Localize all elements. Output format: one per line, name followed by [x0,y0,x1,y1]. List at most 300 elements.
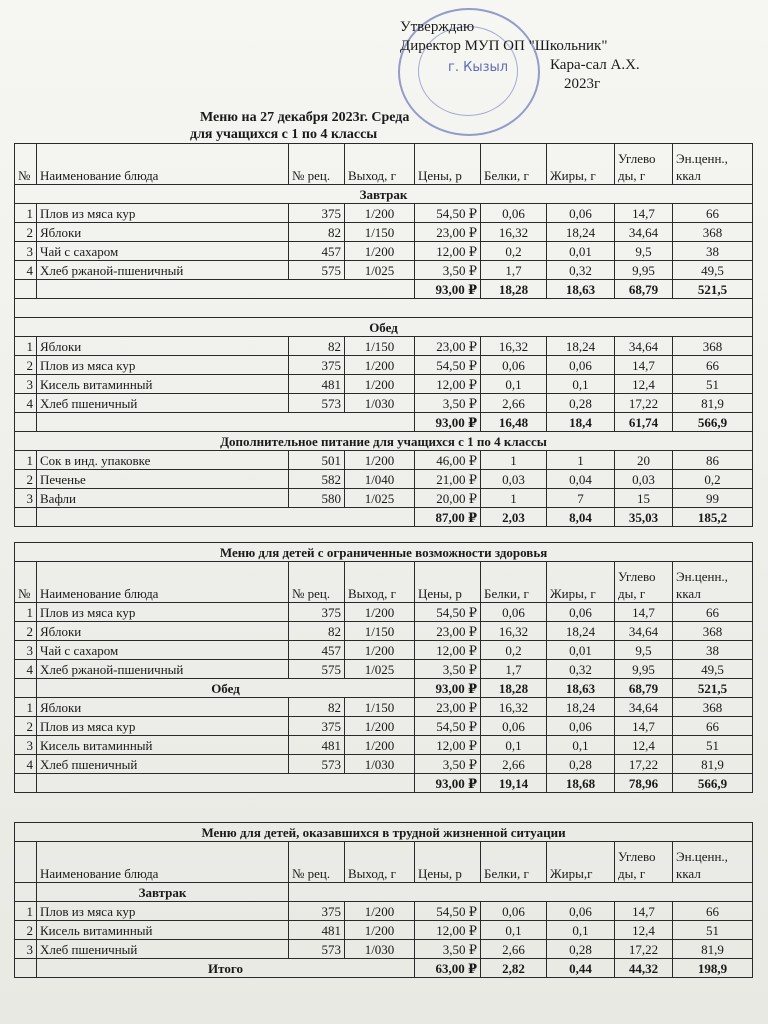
table-row [15,204,753,223]
dish-recipe: 82 [289,223,345,242]
dish-num: 4 [15,755,37,774]
dish-num: 2 [15,921,37,940]
total-blank-num [15,508,37,527]
dish-energy: 368 [673,622,753,641]
dish-protein: 16,32 [481,337,547,356]
dish-carbs: 9,5 [615,641,673,660]
dish-fat: 0,04 [547,470,615,489]
dish-fat: 0,28 [547,940,615,959]
total-fat: 0,44 [547,959,615,978]
total-energy: 521,5 [673,679,753,698]
stamp-city: г. Кызыл [448,60,509,75]
dish-energy: 99 [673,489,753,508]
col-num: № [15,562,37,603]
col-name: Наименование блюда [37,562,289,603]
table-row [15,717,753,736]
dish-output: 1/150 [345,337,415,356]
dish-fat: 0,06 [547,603,615,622]
dish-fat: 0,06 [547,204,615,223]
table-row [15,470,753,489]
dish-protein: 0,1 [481,375,547,394]
table3-body [15,823,753,978]
dish-recipe: 82 [289,622,345,641]
dish-protein: 1,7 [481,261,547,280]
dish-carbs: 12,4 [615,375,673,394]
dish-protein: 0,1 [481,921,547,940]
dish-recipe: 375 [289,204,345,223]
dish-name: Хлеб пшеничный [37,940,289,959]
dish-energy: 66 [673,603,753,622]
dish-output: 1/200 [345,921,415,940]
dish-carbs: 34,64 [615,698,673,717]
dish-protein: 1,7 [481,660,547,679]
dish-num: 4 [15,660,37,679]
dish-price: 23,00 ₽ [415,622,481,641]
dish-output: 1/200 [345,242,415,261]
dish-num: 3 [15,736,37,755]
dish-fat: 0,1 [547,921,615,940]
dish-recipe: 457 [289,242,345,261]
dish-protein: 0,06 [481,603,547,622]
dish-energy: 81,9 [673,755,753,774]
dish-name: Чай с сахаром [37,242,289,261]
total-blank-num [15,959,37,978]
col-num [15,842,37,883]
spacer-cell [15,299,753,318]
dish-energy: 368 [673,698,753,717]
dish-recipe: 481 [289,921,345,940]
total-fat: 18,63 [547,280,615,299]
total-protein: 2,82 [481,959,547,978]
table2-body [15,543,753,793]
total-fat: 18,63 [547,679,615,698]
col-prot: Белки, г [481,144,547,185]
section-row [15,318,753,337]
dish-energy: 66 [673,356,753,375]
approval-line-2: Директор МУП ОП "Школьник" [400,38,608,54]
col-price: Цены, р [415,144,481,185]
section-row [15,185,753,204]
dish-protein: 0,2 [481,242,547,261]
dish-output: 1/200 [345,356,415,375]
dish-name: Плов из мяса кур [37,717,289,736]
dish-fat: 0,01 [547,242,615,261]
dish-energy: 81,9 [673,940,753,959]
dish-energy: 368 [673,337,753,356]
total-blank [37,280,415,299]
dish-recipe: 575 [289,660,345,679]
total-carbs: 68,79 [615,280,673,299]
total-protein: 19,14 [481,774,547,793]
dish-recipe: 82 [289,337,345,356]
total-row [15,280,753,299]
total-price: 93,00 ₽ [415,413,481,432]
col-carb: Углево ды, г [615,842,673,883]
dish-fat: 0,06 [547,902,615,921]
total-protein: 18,28 [481,280,547,299]
section-row [15,823,753,842]
approval-line-3: Кара-сал А.Х. [550,57,640,73]
col-name: Наименование блюда [37,144,289,185]
total-fat: 18,68 [547,774,615,793]
table-row [15,223,753,242]
total-carbs: 35,03 [615,508,673,527]
dish-recipe: 575 [289,261,345,280]
total-fat: 18,4 [547,413,615,432]
total-price: 93,00 ₽ [415,679,481,698]
table-row [15,261,753,280]
dish-fat: 0,01 [547,641,615,660]
dish-recipe: 582 [289,470,345,489]
dish-carbs: 17,22 [615,940,673,959]
col-fat: Жиры,г [547,842,615,883]
dish-protein: 1 [481,489,547,508]
dish-price: 12,00 ₽ [415,641,481,660]
menu-table-hardship [14,822,753,978]
blank [289,883,753,902]
dish-price: 46,00 ₽ [415,451,481,470]
total-blank-num [15,280,37,299]
section-lunch: Обед [15,318,753,337]
dish-carbs: 34,64 [615,337,673,356]
dish-name: Плов из мяса кур [37,902,289,921]
dish-num: 3 [15,940,37,959]
dish-carbs: 20 [615,451,673,470]
total-price: 93,00 ₽ [415,280,481,299]
col-name: Наименование блюда [37,842,289,883]
total-price: 87,00 ₽ [415,508,481,527]
dish-price: 12,00 ₽ [415,375,481,394]
dish-output: 1/025 [345,489,415,508]
section-title-hardship: Меню для детей, оказавшихся в трудной жизненной ситуации [15,823,753,842]
dish-price: 23,00 ₽ [415,337,481,356]
dish-protein: 2,66 [481,755,547,774]
dish-protein: 2,66 [481,940,547,959]
total-blank-num [15,774,37,793]
dish-carbs: 14,7 [615,717,673,736]
menu-table-disabilities [14,542,753,793]
total-blank-num [15,679,37,698]
menu-table-grades-1-4 [14,143,753,527]
total-fat: 8,04 [547,508,615,527]
dish-recipe: 375 [289,356,345,375]
dish-output: 1/040 [345,470,415,489]
dish-fat: 0,1 [547,375,615,394]
dish-output: 1/150 [345,622,415,641]
dish-name: Плов из мяса кур [37,603,289,622]
dish-energy: 49,5 [673,660,753,679]
total-blank-num [15,413,37,432]
dish-fat: 0,32 [547,261,615,280]
total-label: Обед [37,679,415,698]
total-energy: 521,5 [673,280,753,299]
table-row [15,940,753,959]
dish-protein: 1 [481,451,547,470]
dish-energy: 66 [673,902,753,921]
dish-energy: 0,2 [673,470,753,489]
dish-fat: 18,24 [547,337,615,356]
dish-carbs: 9,5 [615,242,673,261]
dish-recipe: 481 [289,375,345,394]
dish-price: 54,50 ₽ [415,204,481,223]
table-row [15,242,753,261]
dish-protein: 16,32 [481,622,547,641]
total-blank [37,508,415,527]
header-row [15,562,753,603]
dish-fat: 0,1 [547,736,615,755]
col-price: Цены, р [415,562,481,603]
col-fat: Жиры, г [547,144,615,185]
dish-fat: 18,24 [547,223,615,242]
dish-protein: 0,2 [481,641,547,660]
col-fat: Жиры, г [547,562,615,603]
dish-output: 1/025 [345,660,415,679]
section-breakfast: Завтрак [15,185,753,204]
col-prot: Белки, г [481,562,547,603]
dish-price: 3,50 ₽ [415,261,481,280]
approval-line-1: Утверждаю [400,19,475,35]
dish-protein: 16,32 [481,698,547,717]
table-row [15,755,753,774]
col-rec: № рец. [289,842,345,883]
dish-name: Хлеб ржаной-пшеничный [37,660,289,679]
dish-num: 1 [15,451,37,470]
total-row [15,679,753,698]
dish-num: 4 [15,261,37,280]
dish-recipe: 375 [289,717,345,736]
dish-name: Чай с сахаром [37,641,289,660]
dish-fat: 0,28 [547,755,615,774]
dish-num: 2 [15,223,37,242]
dish-num: 1 [15,204,37,223]
dish-energy: 51 [673,375,753,394]
col-price: Цены, р [415,842,481,883]
col-rec: № рец. [289,144,345,185]
section-row [15,543,753,562]
total-label: Итого [37,959,415,978]
col-out: Выход, г [345,842,415,883]
total-row [15,959,753,978]
dish-output: 1/200 [345,375,415,394]
dish-energy: 51 [673,921,753,940]
dish-name: Кисель витаминный [37,375,289,394]
dish-protein: 0,06 [481,356,547,375]
dish-output: 1/150 [345,223,415,242]
dish-num: 3 [15,641,37,660]
dish-price: 3,50 ₽ [415,660,481,679]
total-carbs: 44,32 [615,959,673,978]
dish-energy: 38 [673,242,753,261]
dish-protein: 0,03 [481,470,547,489]
dish-recipe: 573 [289,394,345,413]
total-blank [37,413,415,432]
total-carbs: 68,79 [615,679,673,698]
total-row [15,508,753,527]
dish-price: 54,50 ₽ [415,603,481,622]
section-row [15,432,753,451]
dish-carbs: 17,22 [615,394,673,413]
dish-recipe: 481 [289,736,345,755]
col-carb: Углево ды, г [615,144,673,185]
total-energy: 198,9 [673,959,753,978]
dish-name: Хлеб пшеничный [37,394,289,413]
total-carbs: 61,74 [615,413,673,432]
col-energy: Эн.ценн., ккал [673,144,753,185]
col-carb: Углево ды, г [615,562,673,603]
dish-recipe: 457 [289,641,345,660]
dish-carbs: 14,7 [615,204,673,223]
col-out: Выход, г [345,144,415,185]
spacer-row [15,299,753,318]
dish-energy: 368 [673,223,753,242]
col-num: № [15,144,37,185]
dish-carbs: 14,7 [615,356,673,375]
dish-fat: 18,24 [547,622,615,641]
blank-num [15,883,37,902]
table-row [15,489,753,508]
dish-carbs: 9,95 [615,261,673,280]
section-extra: Дополнительное питание для учащихся с 1 по 4 классы [15,432,753,451]
dish-recipe: 573 [289,940,345,959]
dish-output: 1/200 [345,736,415,755]
dish-num: 1 [15,603,37,622]
table-row [15,736,753,755]
dish-recipe: 375 [289,603,345,622]
dish-output: 1/030 [345,940,415,959]
col-prot: Белки, г [481,842,547,883]
dish-energy: 51 [673,736,753,755]
dish-num: 4 [15,394,37,413]
dish-num: 3 [15,489,37,508]
dish-num: 2 [15,717,37,736]
dish-energy: 86 [673,451,753,470]
dish-price: 12,00 ₽ [415,921,481,940]
dish-num: 3 [15,242,37,261]
dish-num: 1 [15,902,37,921]
table-row [15,902,753,921]
dish-price: 3,50 ₽ [415,940,481,959]
dish-price: 20,00 ₽ [415,489,481,508]
dish-name: Кисель витаминный [37,921,289,940]
section-breakfast: Завтрак [37,883,289,902]
dish-output: 1/200 [345,717,415,736]
dish-price: 3,50 ₽ [415,394,481,413]
dish-fat: 0,32 [547,660,615,679]
dish-output: 1/200 [345,204,415,223]
dish-name: Печенье [37,470,289,489]
dish-name: Сок в инд. упаковке [37,451,289,470]
total-energy: 566,9 [673,413,753,432]
dish-name: Плов из мяса кур [37,356,289,375]
dish-output: 1/200 [345,603,415,622]
approval-block [400,18,640,94]
dish-num: 2 [15,470,37,489]
dish-fat: 0,06 [547,717,615,736]
page-subtitle: для учащихся с 1 по 4 классы [190,127,378,142]
table-row [15,356,753,375]
section-row [15,883,753,902]
dish-protein: 16,32 [481,223,547,242]
total-protein: 18,28 [481,679,547,698]
table-row [15,337,753,356]
dish-carbs: 34,64 [615,223,673,242]
dish-output: 1/200 [345,641,415,660]
dish-name: Яблоки [37,698,289,717]
table-row [15,921,753,940]
dish-fat: 1 [547,451,615,470]
dish-num: 3 [15,375,37,394]
dish-protein: 0,06 [481,902,547,921]
dish-name: Яблоки [37,622,289,641]
dish-energy: 49,5 [673,261,753,280]
table-row [15,660,753,679]
dish-name: Вафли [37,489,289,508]
dish-output: 1/030 [345,755,415,774]
dish-output: 1/030 [345,394,415,413]
dish-carbs: 12,4 [615,736,673,755]
total-energy: 566,9 [673,774,753,793]
dish-name: Хлеб пшеничный [37,755,289,774]
table-row [15,451,753,470]
dish-carbs: 34,64 [615,622,673,641]
dish-output: 1/200 [345,451,415,470]
dish-carbs: 9,95 [615,660,673,679]
dish-price: 23,00 ₽ [415,223,481,242]
dish-output: 1/200 [345,902,415,921]
table-row [15,641,753,660]
dish-protein: 0,06 [481,717,547,736]
dish-num: 2 [15,356,37,375]
dish-name: Кисель витаминный [37,736,289,755]
dish-name: Яблоки [37,223,289,242]
col-out: Выход, г [345,562,415,603]
total-carbs: 78,96 [615,774,673,793]
dish-fat: 18,24 [547,698,615,717]
dish-name: Яблоки [37,337,289,356]
dish-num: 1 [15,698,37,717]
table-row [15,603,753,622]
total-protein: 2,03 [481,508,547,527]
total-row [15,774,753,793]
col-energy: Эн.ценн., ккал [673,842,753,883]
dish-num: 1 [15,337,37,356]
dish-carbs: 14,7 [615,603,673,622]
table-row [15,394,753,413]
dish-energy: 38 [673,641,753,660]
dish-protein: 0,1 [481,736,547,755]
col-rec: № рец. [289,562,345,603]
table-row [15,622,753,641]
dish-energy: 81,9 [673,394,753,413]
total-protein: 16,48 [481,413,547,432]
dish-energy: 66 [673,204,753,223]
dish-price: 54,50 ₽ [415,356,481,375]
dish-recipe: 573 [289,755,345,774]
table-row [15,698,753,717]
approval-line-4: 2023г [564,76,601,92]
dish-fat: 7 [547,489,615,508]
dish-price: 21,00 ₽ [415,470,481,489]
dish-price: 12,00 ₽ [415,736,481,755]
table-row [15,375,753,394]
dish-price: 12,00 ₽ [415,242,481,261]
dish-price: 23,00 ₽ [415,698,481,717]
dish-carbs: 0,03 [615,470,673,489]
dish-price: 54,50 ₽ [415,902,481,921]
dish-carbs: 14,7 [615,902,673,921]
dish-recipe: 580 [289,489,345,508]
dish-output: 1/025 [345,261,415,280]
